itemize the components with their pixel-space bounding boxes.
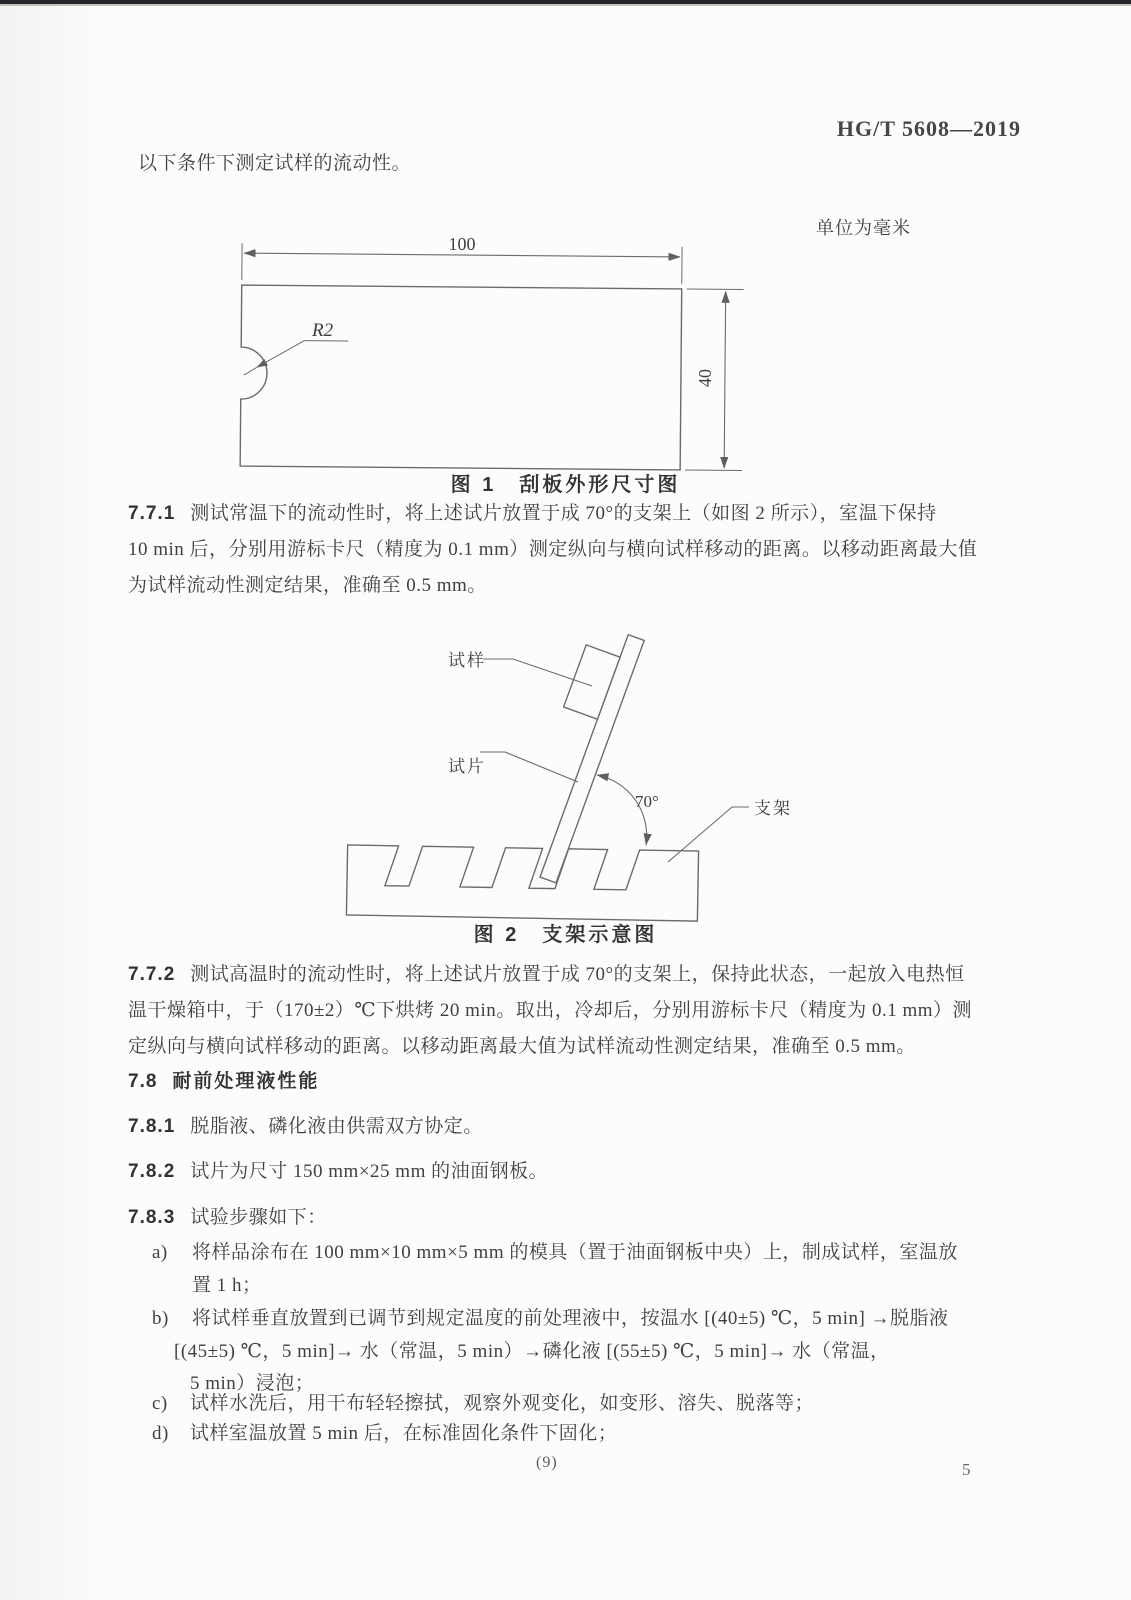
stand-base bbox=[346, 845, 698, 921]
para-783: 7.8.3 试验步骤如下： bbox=[128, 1207, 327, 1228]
figure1-caption: 图 1 刮板外形尺寸图 bbox=[450, 474, 681, 496]
label-angle: 70° bbox=[635, 792, 659, 811]
para-772-number: 7.7.2 bbox=[128, 964, 176, 985]
r2-leader-tail bbox=[244, 367, 257, 375]
dim-line-height bbox=[724, 291, 726, 468]
para-782-number: 7.8.2 bbox=[128, 1161, 176, 1182]
item-a-marker: a) bbox=[152, 1242, 168, 1263]
para-771-line3: 为试样流动性测定结果，准确至 0.5 mm。 bbox=[128, 575, 487, 596]
r2-leader bbox=[257, 340, 304, 367]
leader-piece bbox=[480, 752, 578, 782]
para-781-number: 7.8.1 bbox=[128, 1116, 176, 1137]
item-d-line1: 试样室温放置 5 min 后，在标准固化条件下固化； bbox=[190, 1423, 618, 1444]
item-c-line1: 试样水洗后，用干布轻轻擦拭，观察外观变化，如变形、溶失、脱落等； bbox=[190, 1393, 815, 1414]
figure2-caption: 图 2 支架示意图 bbox=[473, 924, 658, 946]
para-782: 7.8.2 试片为尺寸 150 mm×25 mm 的油面钢板。 bbox=[128, 1161, 549, 1182]
para-772-line3: 定纵向与横向试样移动的距离。以移动距离最大值为试样流动性测定结果，准确至 0.5 mm。 bbox=[128, 1036, 916, 1057]
item-d-marker: d) bbox=[152, 1423, 169, 1444]
leader-stand bbox=[668, 807, 749, 862]
label-piece: 试片 bbox=[448, 757, 486, 776]
item-b-line2: [(45±5) ℃，5 min]→ 水（常温，5 min）→磷化液 [(55±5) ℃，5 min]→ 水（常温， bbox=[174, 1341, 890, 1362]
item-b-marker: b) bbox=[152, 1308, 169, 1329]
plate-outline bbox=[240, 285, 682, 470]
item-b-line1: 将试样垂直放置到已调节到规定温度的前处理液中，按温水 [(40±5) ℃，5 min] →脱脂液 bbox=[192, 1308, 949, 1329]
dim-height-label: 40 bbox=[695, 369, 715, 387]
para-771-number: 7.7.1 bbox=[128, 503, 176, 524]
para-783-number: 7.8.3 bbox=[128, 1207, 176, 1228]
dim-width-label: 100 bbox=[448, 234, 476, 254]
heading-78: 7.8 耐前处理液性能 bbox=[128, 1071, 320, 1092]
radius-label: R2 bbox=[312, 320, 334, 341]
footer-section-page: (9) bbox=[536, 1454, 558, 1471]
para-781: 7.8.1 脱脂液、磷化液由供需双方协定。 bbox=[128, 1116, 483, 1137]
item-b-line3: 5 min）浸泡； bbox=[190, 1373, 315, 1394]
unit-note: 单位为毫米 bbox=[816, 218, 911, 238]
item-a-line2: 置 1 h； bbox=[192, 1275, 262, 1296]
label-sample: 试样 bbox=[448, 651, 486, 670]
para-771-line2: 10 min 后，分别用游标卡尺（精度为 0.1 mm）测定纵向与横向试样移动的距离。以移动距离最大值 bbox=[128, 539, 978, 560]
label-stand: 支架 bbox=[754, 799, 792, 818]
standard-number: HG/T 5608—2019 bbox=[836, 116, 1021, 141]
intro-line: 以下条件下测定试样的流动性。 bbox=[138, 153, 412, 174]
page-number: 5 bbox=[962, 1460, 971, 1479]
item-a-line1: 将样品涂布在 100 mm×10 mm×5 mm 的模具（置于油面钢板中央）上，制成试样，室温放 bbox=[192, 1242, 958, 1263]
figure2-stand-schematic bbox=[330, 608, 800, 943]
scan-edge-shadow bbox=[0, 4, 1131, 6]
para-772-line2: 温干燥箱中，于（170±2）℃下烘烤 20 min。取出，冷却后，分别用游标卡尺（精度为 0.1 mm）测 bbox=[128, 1000, 973, 1021]
para-771-line1: 7.7.1 测试常温下的流动性时，将上述试片放置于成 70°的支架上（如图 2 所示），室温下保持 bbox=[128, 503, 937, 524]
item-c-marker: c) bbox=[152, 1393, 168, 1414]
para-772-line1: 7.7.2 测试高温时的流动性时，将上述试片放置于成 70°的支架上，保持此状态，一起放入电热恒 bbox=[128, 964, 965, 985]
heading-78-number: 7.8 bbox=[128, 1071, 158, 1092]
